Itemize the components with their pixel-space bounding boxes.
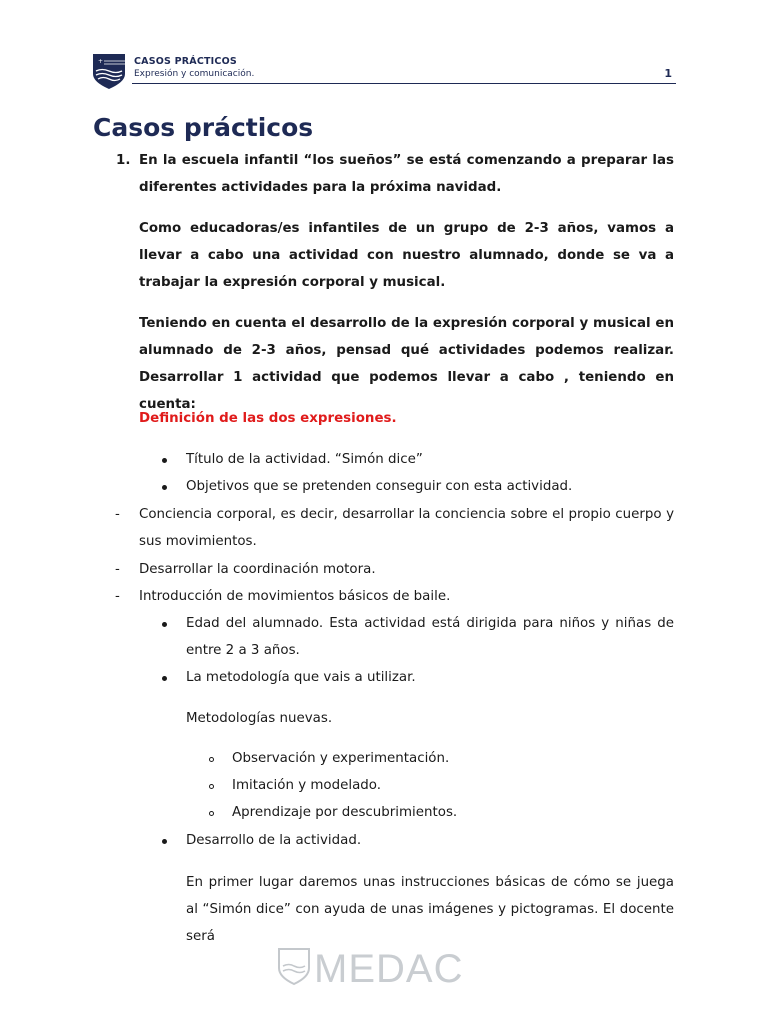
svg-text:+: + — [98, 58, 104, 65]
closing-paragraph: En primer lugar daremos unas instrucciones básicas de cómo se juega al “Simón dice” con ayuda de unas imágenes y pictogramas. El docente será — [186, 875, 674, 944]
page-header — [92, 52, 676, 92]
dash-item: Desarrollar la coordinación motora. — [139, 562, 376, 577]
sub-bullet-circle — [209, 757, 214, 762]
bullet-dot — [162, 485, 167, 490]
dash-marker: - — [115, 589, 120, 604]
header-divider — [132, 83, 676, 84]
list-item: La metodología que vais a utilizar. — [186, 670, 416, 685]
item-number: 1. — [116, 153, 131, 168]
list-item: Desarrollo de la actividad. — [186, 833, 362, 848]
dash-marker: - — [115, 507, 120, 522]
page-number: 1 — [664, 67, 672, 80]
footer-brand: MEDAC — [314, 947, 464, 988]
methodology-item: Imitación y modelado. — [232, 778, 381, 793]
methodology-item: Aprendizaje por descubrimientos. — [232, 805, 458, 820]
sub-bullet-circle — [209, 811, 214, 816]
item-paragraph-3: Teniendo en cuenta el desarrollo de la expresión corporal y musical en alumnado de 2-3 años, pensad qué actividades podemos realizar. Desarrollar 1 actividad que podemos llevar a cabo , teniendo en cuenta: — [139, 316, 674, 412]
page-title: Casos prácticos — [93, 113, 314, 142]
item-intro: En la escuela infantil “los sueños” se está comenzando a preparar las diferentes actividades para la próxima navidad. — [139, 153, 674, 195]
methodology-item: Observación y experimentación. — [232, 751, 450, 766]
dash-item: Conciencia corporal, es decir, desarrollar la conciencia sobre el propio cuerpo y sus movimientos. — [139, 507, 674, 549]
methodologies-title: Metodologías nuevas. — [186, 711, 333, 726]
header-title: CASOS PRÁCTICOS — [134, 56, 237, 67]
medac-shield-logo — [92, 52, 126, 90]
bullet-dot — [162, 622, 167, 627]
definition-heading: Definición de las dos expresiones. — [139, 411, 397, 426]
item-paragraph-2: Como educadoras/es infantiles de un grupo de 2-3 años, vamos a llevar a cabo una actividad con nuestro alumnado, donde se va a trabajar la expresión corporal y musical. — [139, 221, 674, 290]
bullet-dot — [162, 676, 167, 681]
footer-medac-logo — [278, 946, 478, 988]
sub-bullet-circle — [209, 784, 214, 789]
list-item: Título de la actividad. “Simón dice” — [186, 452, 423, 467]
dash-marker: - — [115, 562, 120, 577]
header-subtitle: Expresión y comunicación. — [134, 69, 255, 79]
dash-item: Introducción de movimientos básicos de baile. — [139, 589, 451, 604]
bullet-dot — [162, 839, 167, 844]
list-item: Objetivos que se pretenden conseguir con esta actividad. — [186, 479, 573, 494]
bullet-dot — [162, 458, 167, 463]
list-item: Edad del alumnado. Esta actividad está dirigida para niños y niñas de entre 2 a 3 años. — [186, 616, 674, 658]
